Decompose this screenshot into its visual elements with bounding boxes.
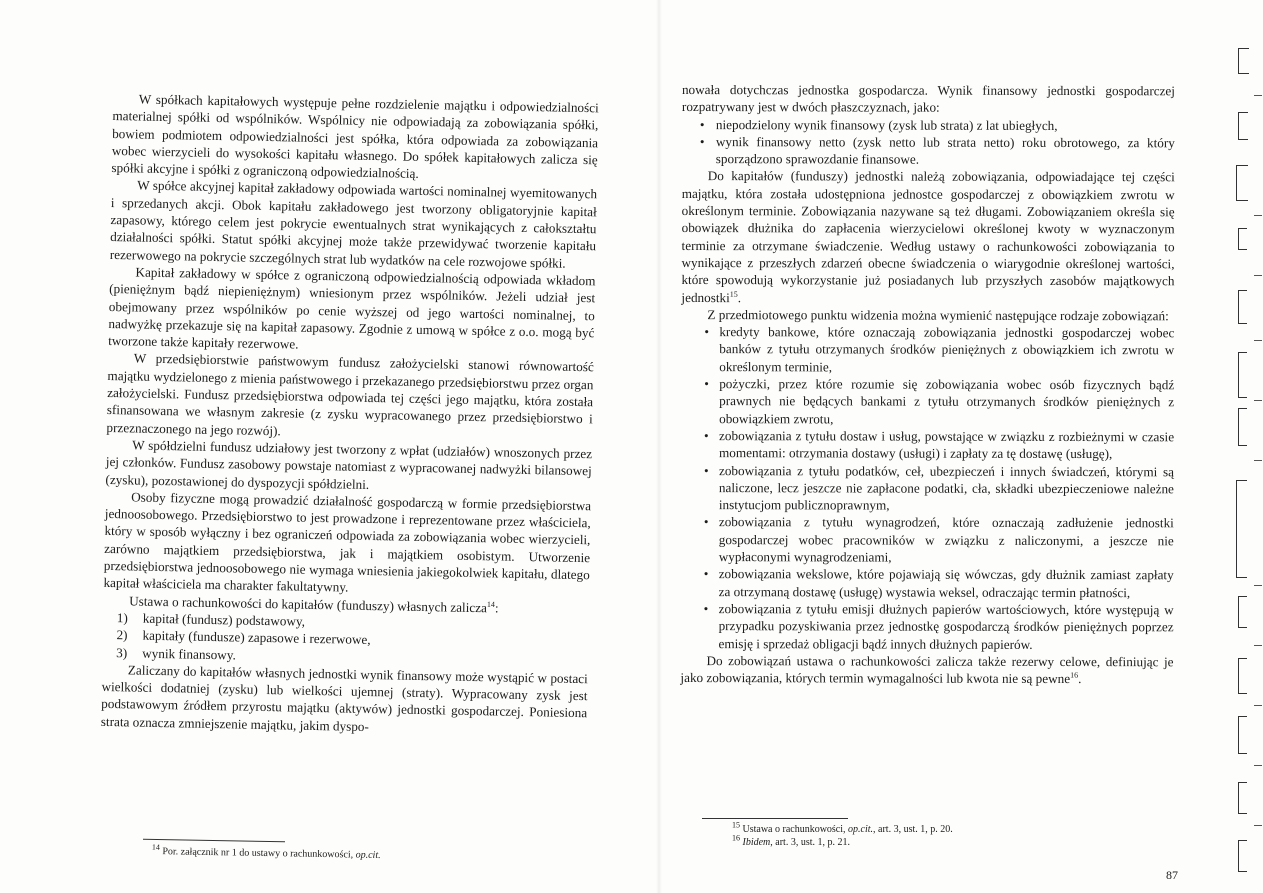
footnote-text: Por. załącznik nr 1 do ustawy o rachunkowości, [162, 846, 356, 861]
period: . [1078, 671, 1082, 687]
liability-types-list [681, 323, 1175, 653]
footnote-number: 15 [732, 820, 740, 830]
paragraph: W spółkach kapitałowych występuje pełne rozdzielenie majątku i odpowiedzialności materialnej spółki od wspólników. Wspólnicy nie odpowiadają za zobowiązania spółki, bowiem podmiotem odpowiedzialności jest spółka, która odpowiada za zobowiązania wobec wierzycieli do wysokości kapitału własnego. Do spółek kapitałowych zalicza się spółki akcyjne i spółki z ograniczoną odpowiedzialnością. [111, 91, 599, 182]
scan-edge-artifacts [1230, 0, 1263, 893]
right-page-text [680, 81, 1175, 688]
list-item: • zobowiązania z tytułu podatków, ceł, ubezpieczeń i innych świadczeń, którymi są naliczone, lecz jeszcze nie zapłacone podatki, cła, składki ubezpieczeniowe należne instytucjom publicznoprawnym, [681, 462, 1174, 515]
right-page [660, 0, 1263, 893]
list-item: • kredyty bankowe, które oznaczają zobowiązania jednostki gospodarczej wobec banków z tytułu otrzymanych środków pieniężnych z obowiązkiem ich zwrotu w określonym terminie, [681, 323, 1174, 376]
footnote-italic: op.cit. [355, 849, 381, 861]
result-list [682, 116, 1175, 169]
footnote-ref: 16 [1070, 670, 1079, 680]
equity-intro-text: Ustawa o rachunkowości do kapitałów (funduszy) własnych zalicza [129, 593, 488, 615]
footnote-text: Ustawa o rachunkowości, [742, 824, 849, 835]
edge-tick [1254, 340, 1262, 341]
paragraph: Zaliczany do kapitałów własnych jednostki wynik finansowy może wystąpić w postaci wielkości dodatniej (zysku) lub wielkości ujemnej (straty). Wypracowany zysk jest podstawowym źródłem przyrostu majątku (aktywów) jednostki gospodarczej. Poniesiona strata oznacza zmniejszenie majątku, jakim dyspo- [100, 662, 588, 734]
footnote-text: , art. 3, ust. 1, p. 20. [873, 824, 953, 835]
list-item: • zobowiązania z tytułu emisji dłużnych papierów wartościowych, które występują w przypadku pozyskiwania przez jednostkę gospodarczą środków pieniężnych poprzez emisję i sprzedaż obligacji bądź innych dłużnych papierów. [681, 600, 1174, 653]
list-number: 3) [116, 644, 128, 660]
equity-list [102, 609, 589, 670]
list-item: • niepodzielony wynik finansowy (zysk lub strata) z lat ubiegłych, [682, 116, 1175, 135]
list-number: 1) [116, 610, 129, 626]
footnote-15 [732, 820, 1052, 836]
edge-tick [1254, 460, 1262, 461]
footnote-14 [151, 842, 472, 864]
edge-mark [1236, 165, 1248, 201]
edge-tick [1254, 825, 1262, 826]
edge-mark [1238, 658, 1247, 694]
footnote-italic: op.cit. [848, 824, 874, 835]
edge-mark [1238, 290, 1247, 324]
edge-tick [1254, 645, 1262, 646]
list-item: • zobowiązania z tytułu dostaw i usług, powstające w związku z rozbieżnymi w czasie momentami: otrzymania dostawy (usługi) i zapłaty za tę dostawę (usługę), [681, 427, 1174, 463]
footnote-number: 14 [151, 842, 161, 852]
paragraph: Z przedmiotowego punktu widzenia można wymienić następujące rodzaje zobowiązań: [707, 306, 1169, 324]
footnote-text: , art. 3, ust. 1, p. 21. [770, 837, 850, 848]
list-text: kapitały (fundusze) zapasowe i rezerwowe, [142, 627, 371, 648]
edge-mark [1238, 352, 1247, 398]
reserves-paragraph [680, 652, 1173, 688]
paragraph: W spółce akcyjnej kapitał zakładowy odpowiada wartości nominalnej wyemitowanych i sprzedanych akcji. Obok kapitału zakładowego jest tworzony obligatoryjnie kapitał zapasowy, którego celem jest pokrycie ewentualnych strat wynikających z całokształtu działalności spółki. Statut spółki akcyjnej może także przewidywać tworzenie kapitału rezerwowego na pokrycie szczególnych strat lub wydatków na cele rozwojowe spółki. [109, 177, 598, 271]
edge-tick [1254, 765, 1262, 766]
footnote-ref: 14 [486, 599, 496, 609]
list-item: • zobowiązania wekslowe, które pojawiają się wówczas, gdy dłużnik zamiast zapłaty za otrzymaną dostawę (usługę) wystawia weksel, odraczając termin płatności, [681, 565, 1174, 601]
edge-mark [1238, 596, 1247, 628]
footnote-separator [143, 839, 285, 842]
left-page-text [101, 90, 599, 739]
footnote-separator [702, 818, 848, 819]
paragraph: Osoby fizyczne mogą prowadzić działalność gospodarczą w formie przedsiębiorstwa jednoosobowego. Przedsiębiorstwo to jest prowadzone i reprezentowane przez właściciela, który w sposób wyłączny i bez ograniczeń odpowiada za zobowiązania wobec wierzycieli, zarówno majątkiem przedsiębiorstwa, jak i majątkiem osobistym. Utworzenie przedsiębiorstwa jednoosobowego nie wymaga wniesienia jakiegokolwiek kapitału, dlatego kapitał właściciela ma charakter fakultatywny. [103, 489, 592, 595]
paragraph-text: Do kapitałów (funduszy) jednostki należą zobowiązania, odpowiadające tej części majątku, która została udostępniona jednostce gospodarczej z obowiązkiem zwrotu w określonym terminie. Zobowiązania nazywane są też długami. Zobowiązaniem określa się obowiązek dłużnika do zapłacenia wierzycielowi określonej kwoty w wyznaczonym terminie za otrzymane świadczenie. Według ustawy o rachunkowości zobowiązania to wynikające z przeszłych zdarzeń obecne świadczenia o wiarygodnie określonej wartości, które spowodują wykorzystanie już posiadanych lub przyszłych zasobów majątkowych jednostki [681, 168, 1175, 305]
edge-tick [1254, 275, 1262, 276]
edge-mark [1236, 480, 1247, 578]
edge-mark [1238, 840, 1247, 872]
edge-tick [1254, 400, 1262, 401]
list-item: • zobowiązania z tytułu wynagrodzeń, które oznaczają zadłużenie jednostki gospodarczej wobec pracowników w związku z naliczonymi, a jeszcze nie wypłaconymi wynagrodzeniami, [681, 513, 1174, 566]
paragraph: nowała dotychczas jednostka gospodarcza. Wynik finansowy jednostki gospodarczej rozpatrywany jest w dwóch płaszczyznach, jako: [681, 82, 1175, 115]
page-number: 87 [1166, 868, 1178, 882]
paragraph: W spółdzielni fundusz udziałowy jest tworzony z wpłat (udziałów) wnoszonych przez jej członków. Fundusz zasobowy powstaje natomiast z wypracowanej nadwyżki bilansowej (zysku), pozostawionej do dyspozycji spółdzielni. [105, 437, 593, 492]
footnote-italic: Ibidem [742, 837, 771, 848]
edge-mark [1238, 228, 1247, 250]
edge-tick [1254, 95, 1262, 96]
edge-tick [1254, 705, 1262, 706]
list-item: • wynik finansowy netto (zysk netto lub strata netto) roku obrotowego, za który sporządzono sprawozdanie finansowe. [682, 133, 1175, 169]
edge-tick [1254, 215, 1262, 216]
edge-mark [1238, 408, 1247, 446]
list-number: 2) [116, 627, 128, 643]
edge-mark [1238, 48, 1249, 74]
edge-mark [1238, 716, 1247, 754]
footnote-ref: 15 [729, 289, 738, 299]
liabilities-paragraph [681, 167, 1174, 307]
edge-tick [1254, 585, 1262, 586]
paragraph-text: Do zobowiązań ustawa o rachunkowości zalicza także rezerwy celowe, definiując je jako zobowiązania, których termin wymagalności lub kwota nie są pewne [680, 652, 1174, 687]
paragraph: Kapitał zakładowy w spółce z ograniczoną odpowiedzialnością odpowiada wkładom (pieniężnym bądź niepieniężnym) wniesionym przez wspólników. Jeżeli udział jest obejmowany przez wspólników po cenie wyższej od jego wartości nominalnej, to nadwyżkę przekazuje się na kapitał zapasowy. Zgodnie z umową w spółce z o.o. mogą być tworzone także kapitały rezerwowe. [108, 264, 596, 352]
colon: : [494, 600, 499, 616]
paragraph: W przedsiębiorstwie państwowym fundusz założycielski stanowi równowartość majątku wydzielonego z mienia państwowego i przekazanego przedsiębiorstwu przez organ założycielski. Fundusz przedsiębiorstwa odpowiada tej części jego majątku, która została sfinansowana we własnym zakresie (z zysku wypracowanego przez przedsiębiorstwo i przeznaczonego na jego rozwój). [106, 350, 594, 438]
period: . [737, 289, 742, 305]
edge-mark [1238, 782, 1247, 814]
list-text: wynik finansowy. [142, 645, 236, 662]
footnote-16 [732, 833, 1052, 849]
list-text: kapitał (fundusz) podstawowy, [142, 610, 306, 629]
edge-mark [1238, 112, 1248, 140]
list-item: • pożyczki, przez które rozumie się zobowiązania wobec osób fizycznych bądź prawnych nie będących bankami z tytułu otrzymanych środków pieniężnych z obowiązkiem zwrotu, [681, 375, 1174, 428]
footnotes [732, 820, 1052, 849]
footnote-number: 16 [732, 833, 740, 843]
